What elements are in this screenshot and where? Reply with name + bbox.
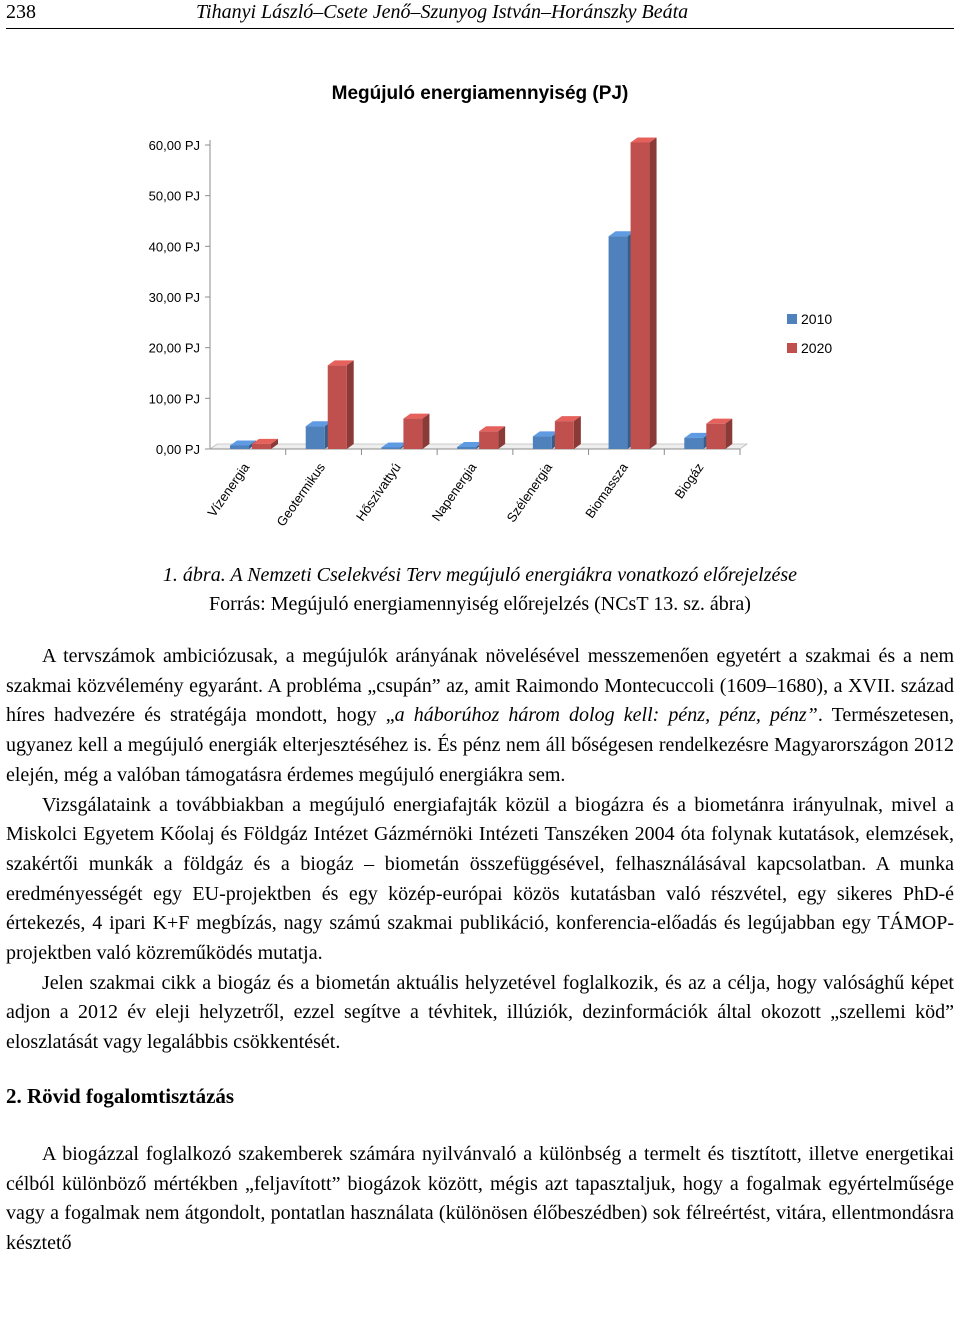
figure-caption: 1. ábra. A Nemzeti Cselekvési Terv megújuló energiákra vonatkozó előrejelzése (162, 564, 798, 586)
bar-2020 (555, 416, 581, 449)
figure-source: Forrás: Megújuló energiamennyiség előrejelzés (NCsT 13. sz. ábra) (209, 593, 751, 615)
bar-side-face (650, 137, 657, 449)
section-heading: 2. Rövid fogalomtisztázás (6, 1083, 235, 1108)
y-tick-label: 60,00 PJ (148, 138, 200, 153)
bar-side-face (574, 416, 581, 449)
bar-front-face (684, 438, 703, 449)
bar-series (230, 137, 732, 449)
bar-2020 (403, 414, 429, 449)
paragraph-1-text-b: . Természetesen, ugyanez kell a megújuló energiák elterjesztéséhez is. És pénz nem áll bőségesen rendelkezésre Magyarországon 2012 elején, még a valóban támogatásra érdemes megújuló energiákra sem. (6, 704, 955, 786)
bar-front-face (230, 445, 249, 449)
page-header (6, 0, 954, 29)
y-tick-label: 20,00 PJ (148, 340, 200, 356)
bar-side-face (725, 419, 732, 449)
x-axis (204, 444, 747, 529)
y-tick-label: 10,00 PJ (148, 391, 200, 407)
bar-front-face (609, 236, 628, 449)
bar-front-face (555, 421, 574, 449)
bar-2020 (479, 426, 505, 449)
bar-front-face (381, 447, 400, 449)
x-tick-label: Biomassza (582, 460, 631, 521)
bar-side-face (347, 360, 354, 449)
y-tick-label: 50,00 PJ (148, 188, 200, 204)
y-tick-label: 30,00 PJ (148, 290, 200, 305)
bar-front-face (403, 419, 422, 449)
bar-2020 (631, 137, 657, 449)
legend-swatch-2010 (787, 314, 797, 324)
chart-title: Megújuló energiamennyiség (PJ) (331, 83, 629, 104)
bar-front-face (533, 436, 552, 449)
x-tick-label: Biogáz (671, 460, 707, 502)
bar-front-face (479, 431, 498, 449)
x-tick-label: Vízenergia (204, 460, 253, 520)
paragraph-1-text-a: A tervszámok ambiciózusak, a megújulók arányának növelésével messzemenően egyetért a szakmai és a nem szakmai közvélemény egyaránt. A probléma „csupán” az, amit Raimondo Montecuccoli (1609–1680), a XVII. század híres hadvezére és stratégája mondott, hogy „ (6, 645, 954, 727)
bar-side-face (422, 414, 429, 449)
bar-front-face (631, 142, 650, 449)
paragraph-4: A biogázzal foglalkozó szakemberek számára nyilvánvaló a különbség a termelt és tisztított, illetve energetikai célból különböző mértékben „feljavított” biogázok között, mégis azt tapasztaljuk, hogy a fogalmak egyértelműsége vagy a fogalmak nem átgondolt, pontatlan használata (különösen élőbeszédben) sok félreértést, vitára, ellentmondásra késztető (6, 1142, 954, 1254)
x-tick-label: Hőszivattyú (352, 460, 404, 524)
paragraph-1 (6, 642, 954, 791)
page-number: 238 (6, 1, 36, 23)
bar-front-face (706, 424, 725, 449)
legend-label-2010: 2010 (801, 311, 833, 327)
renewable-energy-bar-chart (0, 60, 960, 550)
montecuccoli-quote: a háborúhoz három dolog kell: pénz, pénz, pénz” (394, 704, 818, 727)
bar-front-face (457, 447, 476, 449)
x-tick-label: Geotermikus (273, 460, 329, 530)
article-body (6, 642, 954, 1259)
bar-front-face (252, 444, 271, 449)
running-head: Tihanyi László–Csete Jenő–Szunyog István–Horánszky Beáta (196, 1, 689, 23)
y-tick-label: 0,00 PJ (155, 442, 200, 457)
y-tick-label: 40,00 PJ (148, 239, 200, 255)
x-tick-label: Szélenergia (503, 460, 556, 525)
legend-label-2020: 2020 (801, 340, 833, 356)
y-axis (149, 138, 210, 457)
bar-2020 (328, 360, 354, 449)
chart-legend (787, 311, 832, 356)
x-tick-label: Napenergia (428, 460, 480, 524)
paragraph-2: Vizsgálataink a továbbiakban a megújuló energiafajták közül a biogázra és a biometánra irányulnak, mivel a Miskolci Egyetem Kőolaj és Földgáz Intézet Gázmérnöki Intézeti Tanszéken 2004 óta folynak kutatások, elemzések, szakértői munkák a földgáz és a biogáz – biometán összefüggésével, felhasználásával kapcsolatban. A munka eredményességét egy EU-projektben és egy közép-európai közös kutatásban való részvétel, egy sikeres PhD-é értekezés, 4 ipari K+F megbízás, nagy számú szakmai publikáció, konferencia-előadás és legújabban egy TÁMOP-projektben való közreműködés mutatja. (6, 793, 954, 965)
bar-2020 (706, 419, 732, 449)
paragraph-3: Jelen szakmai cikk a biogáz és a biometán aktuális helyzetével foglalkozik, és az a célja, hogy valósághű képet adjon a 2012 év eleji helyzetről, ezzel segítve a tévhitek, illúziók, dezinformációk által okozott „szellemi köd” eloszlatását vagy legalábbis csökkentését. (6, 971, 954, 1054)
legend-swatch-2020 (787, 343, 797, 353)
bar-front-face (328, 365, 347, 449)
bar-front-face (306, 426, 325, 449)
